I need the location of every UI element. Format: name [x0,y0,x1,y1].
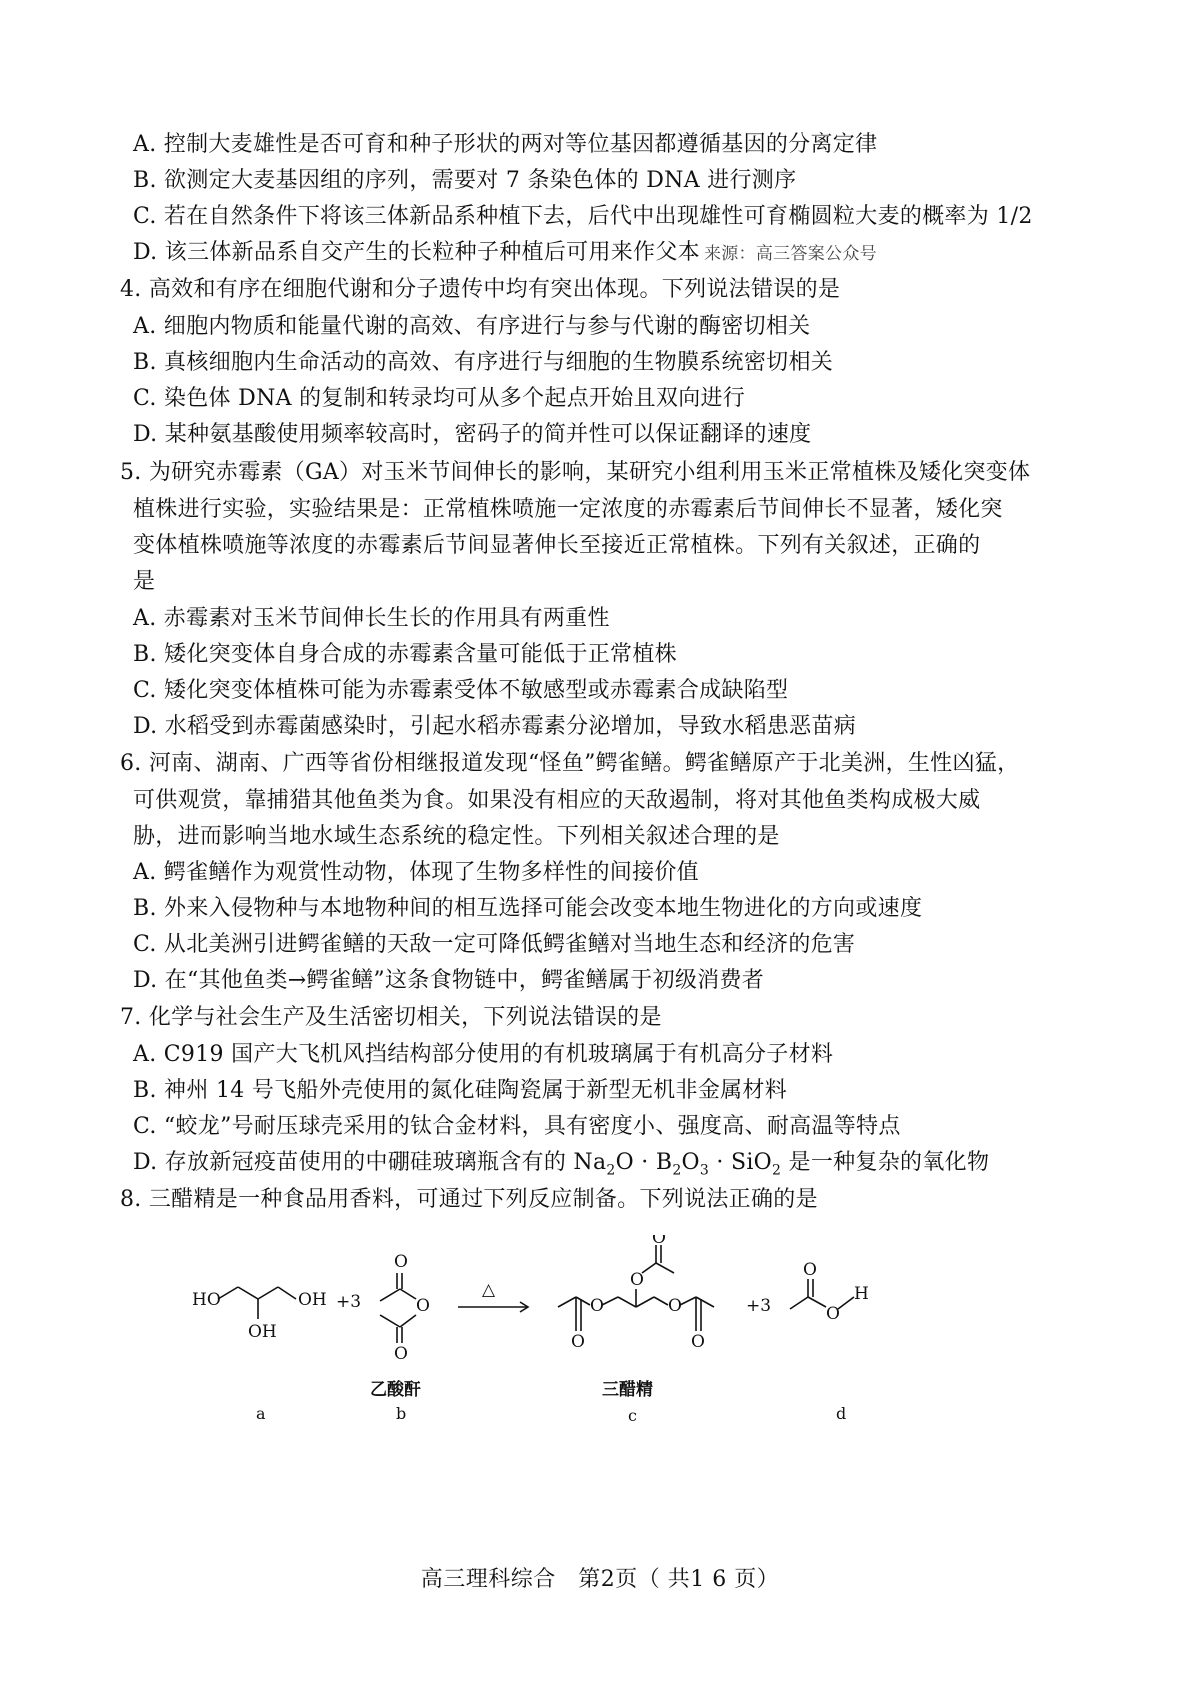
q6-option-b: B. 外来入侵物种与本地物种间的相互选择可能会改变本地生物进化的方向或速度 [133,896,923,921]
c-o-carbonyl-top: O [652,1235,666,1248]
b-o-mid: O [416,1296,430,1316]
q5-option-c: C. 矮化突变体植株可能为赤霉素受体不敏感型或赤霉素合成缺陷型 [133,678,789,703]
q7-option-d-text2: O · B [615,1150,673,1175]
q3-option-b: B. 欲测定大麦基因组的序列，需要对 7 条染色体的 DNA 进行测序 [133,168,797,193]
q6-stem-line1: 6. 河南、湖南、广西等省份相继报道发现“怪鱼”鳄雀鳝。鳄雀鳝原产于北美洲，生性凶猛， [120,751,1020,776]
q5-option-b: B. 矮化突变体自身合成的赤霉素含量可能低于正常植株 [133,642,677,667]
subscript-b2: 2 [672,1162,682,1179]
q3-option-a: A. 控制大麦雄性是否可育和种子形状的两对等位基因都遵循基因的分离定律 [133,132,878,157]
c-o-ester-left: O [590,1296,604,1316]
q7-option-a: A. C919 国产大飞机风挡结构部分使用的有机玻璃属于有机高分子材料 [133,1042,834,1067]
label-b: b [396,1404,407,1423]
c-o-carbonyl-left: O [571,1332,585,1352]
a-oh-right: OH [298,1290,327,1310]
q7-option-d-text3: O [681,1150,700,1175]
label-d: d [836,1404,847,1423]
q5-option-d: D. 水稻受到赤霉菌感染时，引起水稻赤霉素分泌增加，导致水稻患恶苗病 [133,714,857,739]
coefficient-d: +3 [746,1296,772,1316]
q7-option-c: C. “蛟龙”号耐压球壳采用的钛合金材料，具有密度小、强度高、耐高温等特点 [133,1114,901,1139]
d-o-carbonyl: O [803,1260,817,1280]
b-o-top: O [394,1252,408,1272]
subscript-sio2: 2 [772,1162,782,1179]
a-oh-bottom: OH [248,1322,277,1342]
q3-option-c: C. 若在自然条件下将该三体新品系种植下去，后代中出现雄性可育椭圆粒大麦的概率为 1/2 [133,204,1033,229]
q7-option-b: B. 神州 14 号飞船外壳使用的氮化硅陶瓷属于新型无机非金属材料 [133,1078,788,1103]
q7-stem: 7. 化学与社会生产及生活密切相关，下列说法错误的是 [120,1005,662,1030]
label-a: a [256,1404,266,1423]
molecule-b-acetic-anhydride [380,1252,430,1364]
subscript-o3: 3 [699,1162,710,1179]
name-c: 三醋精 [602,1380,653,1400]
q4-stem: 4. 高效和有序在细胞代谢和分子遗传中均有突出体现。下列说法错误的是 [120,277,841,302]
q7-option-d-text1: D. 存放新冠疫苗使用的中硼硅玻璃瓶含有的 Na [133,1150,607,1175]
q7-option-d-text4: · SiO [709,1150,773,1175]
q6-stem-line2: 可供观赏，靠捕猎其他鱼类为食。如果没有相应的天敌遏制，将对其他鱼类构成极大威 [133,788,981,813]
q4-option-c: C. 染色体 DNA 的复制和转录均可从多个起点开始且双向进行 [133,386,746,411]
q6-stem-line3: 胁，进而影响当地水域生态系统的稳定性。下列相关叙述合理的是 [133,824,780,849]
q5-stem-line1: 5. 为研究赤霉素（GA）对玉米节间伸长的影响，某研究小组利用玉米正常植株及矮化突变体 [120,460,1031,485]
label-c: c [628,1406,637,1425]
q4-option-b: B. 真核细胞内生命活动的高效、有序进行与细胞的生物膜系统密切相关 [133,350,834,375]
q3-option-d [133,238,877,269]
molecule-c-triacetin [558,1235,714,1352]
molecule-d-acetic-acid [790,1260,869,1324]
q7-option-d [133,1148,989,1178]
c-o-ester-right: O [668,1296,682,1316]
a-ho-left: HO [192,1290,221,1310]
page-footer: 高三理科综合 第2页（ 共1 6 页） [420,1567,780,1592]
q5-stem-line2: 植株进行实验，实验结果是：正常植株喷施一定浓度的赤霉素后节间伸长不显著，矮化突 [133,497,1003,522]
q7-option-d-text5: 是一种复杂的氧化物 [781,1150,990,1175]
c-o-carbonyl-right: O [691,1332,705,1352]
reaction-arrow [458,1280,528,1312]
q5-stem-line4: 是 [133,569,156,594]
q3-option-d-text: D. 该三体新品系自交产生的长粒种子种植后可用来作父本 [133,240,700,265]
source-note: 来源：高三答案公众号 [703,244,877,264]
subscript-na2: 2 [606,1162,616,1179]
reaction-svg [190,1235,950,1535]
b-o-bottom: O [394,1344,408,1364]
q5-stem-line3: 变体植株喷施等浓度的赤霉素后节间显著伸长至接近正常植株。下列有关叙述，正确的 [133,533,981,558]
d-h: H [854,1284,869,1304]
q4-option-d: D. 某种氨基酸使用频率较高时，密码子的简并性可以保证翻译的速度 [133,422,812,447]
c-o-ester-top: O [630,1270,644,1290]
molecule-a-glycerol [192,1287,327,1342]
d-o-hydroxyl: O [826,1304,840,1324]
q4-option-a: A. 细胞内物质和能量代谢的高效、有序进行与参与代谢的酶密切相关 [133,314,811,339]
q6-option-c: C. 从北美洲引进鳄雀鳝的天敌一定可降低鳄雀鳝对当地生态和经济的危害 [133,932,856,957]
q5-option-a: A. 赤霉素对玉米节间伸长生长的作用具有两重性 [133,606,610,631]
q6-option-d: D. 在“其他鱼类→鳄雀鳝”这条食物链中，鳄雀鳝属于初级消费者 [133,968,765,993]
name-b: 乙酸酐 [370,1380,421,1400]
q8-stem: 8. 三醋精是一种食品用香料，可通过下列反应制备。下列说法正确的是 [120,1187,818,1212]
reaction-scheme [190,1235,950,1535]
coefficient-b: +3 [336,1292,362,1312]
q6-option-a: A. 鳄雀鳝作为观赏性动物，体现了生物多样性的间接价值 [133,860,699,885]
heat-condition: △ [482,1280,496,1300]
